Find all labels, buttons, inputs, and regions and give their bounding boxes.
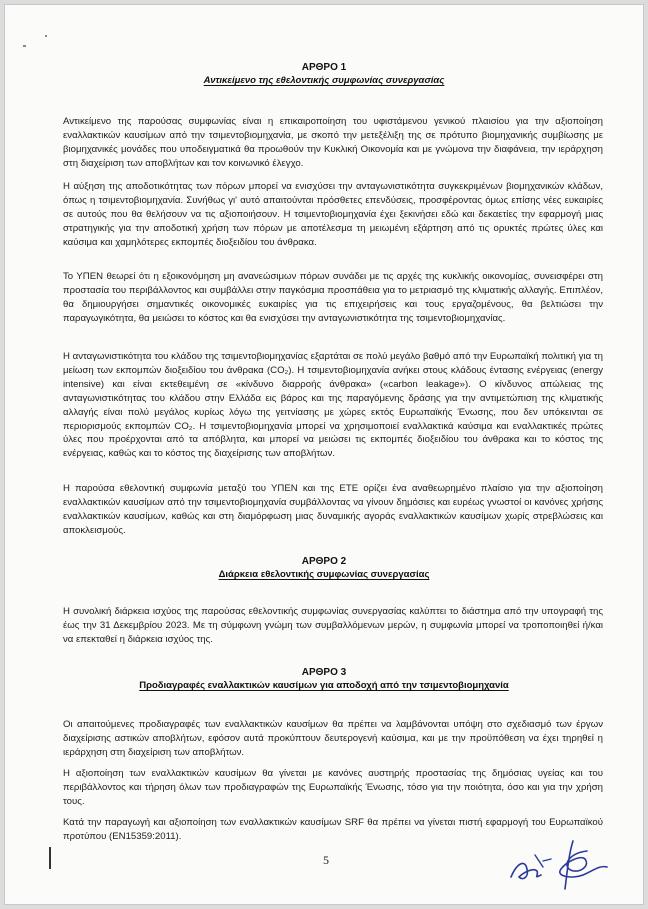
article-2-title: Διάρκεια εθελοντικής συμφωνίας συνεργασίας xyxy=(218,569,430,580)
page-number: 5 xyxy=(323,853,329,867)
article-1-paragraph: Το ΥΠΕΝ θεωρεί ότι η εξοικονόμηση μη ανανεώσιμων πόρων συνάδει με τις αρχές της κυκλικής οικονομίας, συνεισφέρει στη προστασία του περιβάλλοντος και συμβάλλει στην παγκόσμια προσπάθεια για το μετριασμό της κλιματικής αλλαγής. Επιπλέον, θα δημιουργήσει σημαντικές οικονομικές ευκαιρίες για τις επιχειρήσεις και τους εργαζομένους, θα βελτιώσει την παραγωγικότητα, θα μειώσει το κόστος και θα ενισχύσει την ανταγωνιστικότητα της τσιμεντοβιομηχανίας. xyxy=(63,271,603,324)
margin-mark xyxy=(49,847,51,869)
article-2-paragraph: Η συνολική διάρκεια ισχύος της παρούσας εθελοντικής συμφωνίας συνεργασίας καλύπτει το διάστημα από την υπογραφή της έως την 31 Δεκεμβρίου 2023. Με τη σύμφωνη γνώμη των συμβαλλόμενων μερών, η συμφωνία μπορεί να τροποποιηθεί ή/και να επεκταθεί η διάρκεια ισχύος της. xyxy=(63,606,603,645)
article-1-paragraph: Αντικείμενο της παρούσας συμφωνίας είναι η επικαιροποίηση του υφιστάμενου γενικού πλαισίου για την αξιοποίηση εναλλακτικών καυσίμων από την τσιμεντοβιομηχανία, με σκοπό την μετεξέλιξη της σε πρότυπο βιομηχανικής συμβίωσης με βιομηχανικές μονάδες που υποδειγματικά θα προωθούν την Κυκλική Οικονομία και με γνώμονα την διαφάνεια, την ιεράρχηση στη διαχείριση των αποβλήτων και τον κοινωνικό έλεγχο. xyxy=(63,116,603,169)
article-3-heading xyxy=(5,666,643,692)
article-3-number: ΑΡΘΡΟ 3 xyxy=(301,667,347,678)
article-1-paragraph: Η αύξηση της αποδοτικότητας των πόρων μπορεί να ενισχύσει την ανταγωνιστικότητα συγκεκριμένων βιομηχανικών κλάδων, όπως η τσιμεντοβιομηχανία. Συνήθως γι' αυτό απαιτούνται πρόσθετες επενδύσεις, προσφέροντας όμως επίσης νέες ευκαιρίες σε αυτούς που θα θελήσουν να τις αξιοποιήσουν. Η τσιμεντοβιομηχανία έχει ξεκινήσει εδώ και δεκαετίες την εφαρμογή μιας στρατηγικής για την αποδοτική χρήση των πόρων με αποτέλεσμα τη μειωμένη εξάρτηση από τις ορυκτές πρώτες ύλες και καύσιμα και χαμηλότερες εκπομπές διοξειδίου του άνθρακα. xyxy=(63,181,603,248)
article-1-number: ΑΡΘΡΟ 1 xyxy=(301,62,347,73)
article-2-number: ΑΡΘΡΟ 2 xyxy=(301,556,347,567)
handwritten-signature xyxy=(503,833,623,893)
article-3-title: Προδιαγραφές εναλλακτικών καυσίμων για αποδοχή από την τσιμεντοβιομηχανία xyxy=(139,680,509,691)
article-1-paragraph: Η ανταγωνιστικότητα του κλάδου της τσιμεντοβιομηχανίας εξαρτάται σε πολύ μεγάλο βαθμό από την Ευρωπαϊκή πολιτική για τη μείωση των εκπομπών διοξειδίου του άνθρακα (CO₂). Η τσιμεντοβιομηχανία ανήκει στους κλάδους έντασης ενέργειας (energy intensive) και είναι εκτεθειμένη σε «κίνδυνο διαρροής άνθρακα» («carbon leakage»). Ο κίνδυνος απώλειας της ανταγωνιστικότητας του κλάδου στην Ελλάδα εις βάρος και της παραγόμενης δράσης για την αντιμετώπιση της κλιματικής αλλαγής είναι πολύ μεγάλος κυρίως λόγω της γειτνίασης με χώρες εκτός Ευρωπαϊκής Ένωσης, που δεν υπόκεινται σε περιορισμούς εκπομπών CO₂. Η τσιμεντοβιομηχανία μπορεί να χρησιμοποιεί εναλλακτικά καύσιμα και εναλλακτικές πρώτες ύλες που προέρχονται από τα απόβλητα, και μπορεί να μειώσει τις εκπομπές διοξειδίου του άνθρακα και το κόστος της ενέργειας, καθώς και το κόστος της διαχείρισης των αποβλήτων. xyxy=(63,351,603,460)
article-3-paragraph: Η αξιοποίηση των εναλλακτικών καυσίμων θα γίνεται με κανόνες αυστηρής προστασίας της δημόσιας υγείας και του περιβάλλοντος και τήρηση όλων των προδιαγραφών της Ευρωπαϊκής Ένωσης, τόσο για την ποιότητα, όσο και για την χρήση τους. xyxy=(63,768,603,807)
article-1-title: Αντικείμενο της εθελοντικής συμφωνίας συνεργασίας xyxy=(203,75,445,86)
article-1-heading xyxy=(5,61,643,87)
article-3-paragraph: Κατά την παραγωγή και αξιοποίηση των εναλλακτικών καυσίμων SRF θα πρέπει να γίνεται πιστή εφαρμογή του Ευρωπαϊκού προτύπου (EN15359:2011). xyxy=(63,817,603,842)
article-3-paragraph: Οι απαιτούμενες προδιαγραφές των εναλλακτικών καυσίμων θα πρέπει να λαμβάνονται υπόψη στο σχεδιασμό των έργων διαχείρισης αστικών αποβλήτων, εφόσον αυτά προκύπτουν δευτερογενή καύσιμα, και με την προϋπόθεση να έχει τηρηθεί η ιεράρχηση στη διαχείριση των αποβλήτων. xyxy=(63,719,603,758)
scan-speck xyxy=(45,35,47,37)
article-2-heading xyxy=(5,555,643,581)
scan-speck xyxy=(23,45,26,47)
document-page xyxy=(4,4,644,905)
article-1-paragraph: Η παρούσα εθελοντική συμφωνία μεταξύ του ΥΠΕΝ και της ΕΤΕ ορίζει ένα αναθεωρημένο πλαίσιο για την αξιοποίηση εναλλακτικών καυσίμων από την τσιμεντοβιομηχανία συμβάλλοντας να γίνουν δημόσιες και ευρέως γνωστοί οι κανόνες χρήσης εναλλακτικών καυσίμων, καθώς και στη διαμόρφωση μιας δυναμικής αγοράς εναλλακτικών καυσίμων χωρίς στρεβλώσεις και αποκλεισμούς. xyxy=(63,483,603,536)
